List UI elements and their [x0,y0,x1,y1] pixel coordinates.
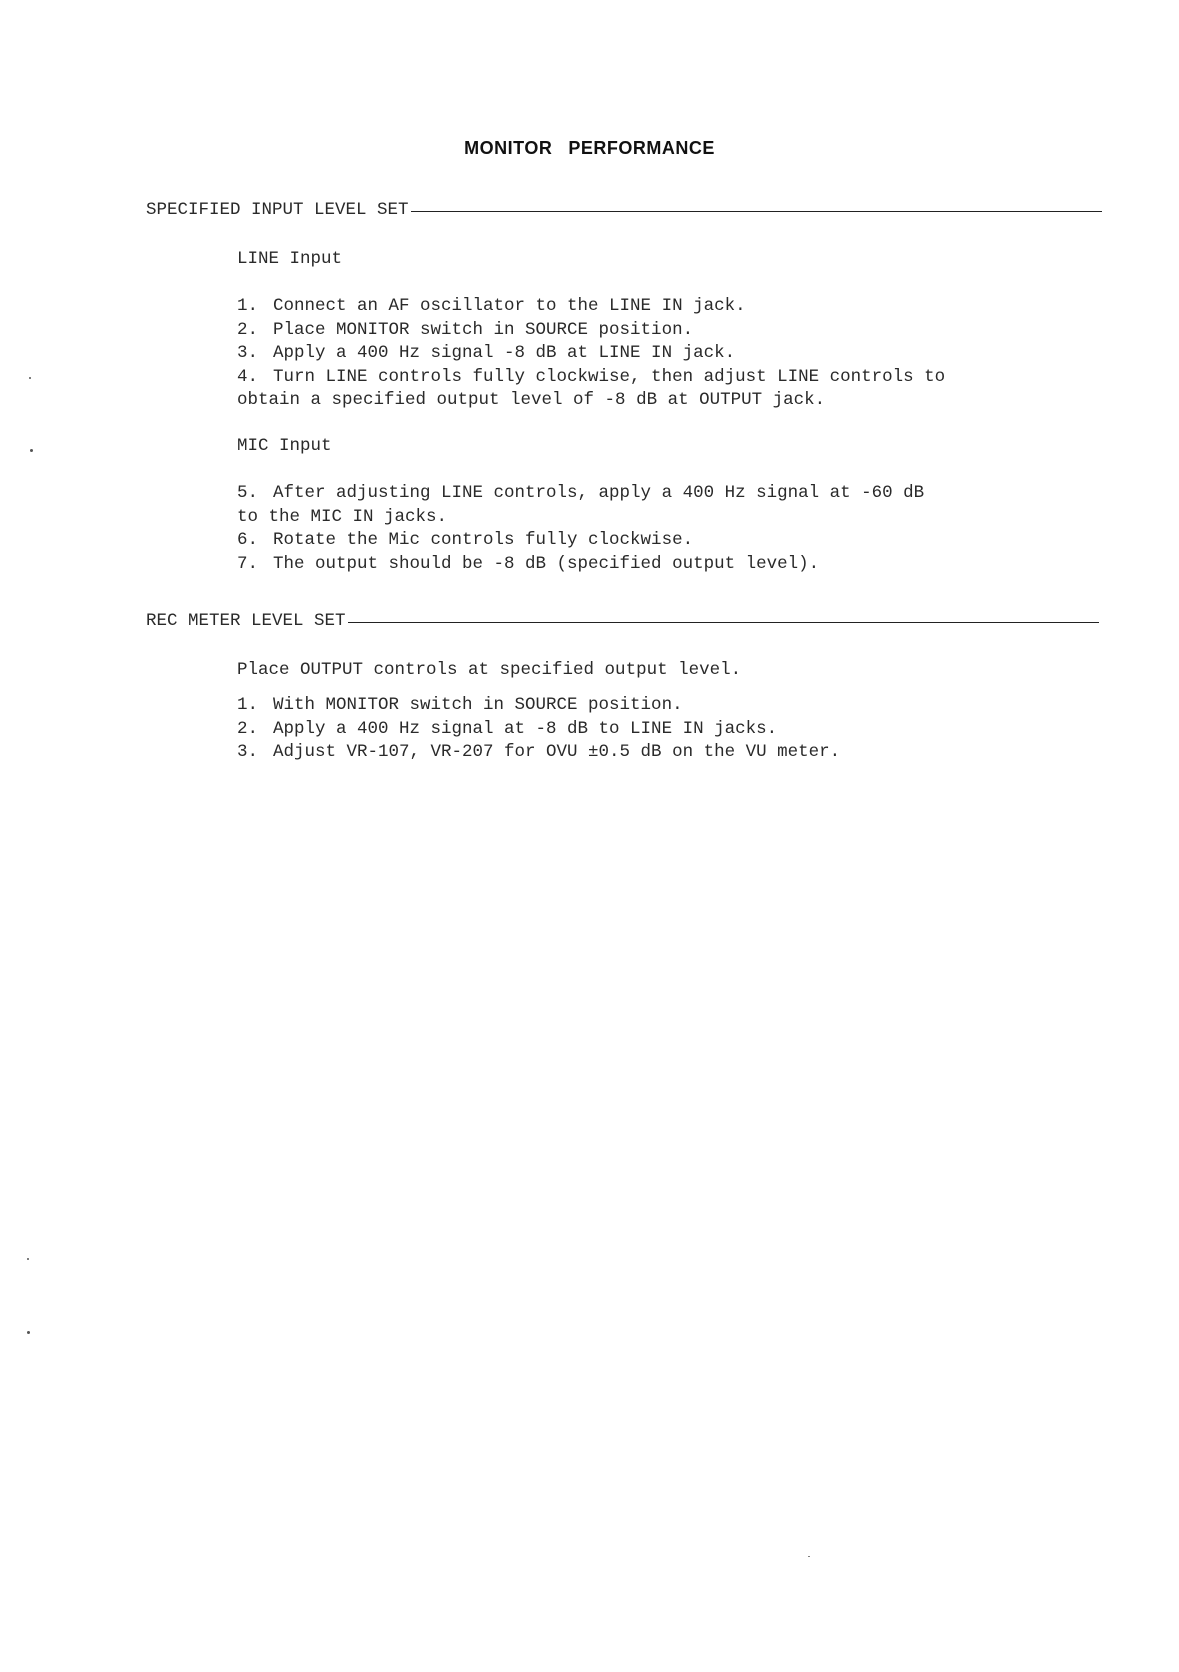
list-item [237,295,945,319]
subheading-line-input: LINE Input [237,249,343,269]
rec-meter-steps-list [237,694,840,765]
scan-speck [27,1331,30,1334]
list-item-number: 1. [237,695,259,715]
list-item-text: Apply a 400 Hz signal at -8 dB to LINE IN jacks. [273,718,778,739]
list-item [237,342,945,366]
list-item [237,741,840,765]
scan-speck [29,377,31,379]
list-item-text: Rotate the Mic controls fully clockwise. [273,530,694,550]
list-item [237,482,924,506]
list-item-text: After adjusting LINE controls, apply a 400 Hz signal at -60 dB [273,483,925,503]
list-item [237,694,840,718]
list-item [237,718,840,742]
section-heading-text: REC METER LEVEL SET [146,611,346,631]
scan-speck [27,1258,29,1260]
list-item-number: 7. [237,553,259,574]
list-item-number: 3. [237,742,259,762]
list-item-continuation: to the MIC IN jacks. [237,506,448,527]
title-word-2: PERFORMANCE [568,138,715,158]
page-title [0,138,1179,159]
line-input-steps-list [237,295,945,413]
list-item-number: 3. [237,343,259,363]
list-item-text: Apply a 400 Hz signal -8 dB at LINE IN jack. [273,343,736,363]
section-heading-specified-input-level-set [146,200,1102,220]
list-item-text: With MONITOR switch in SOURCE position. [273,695,683,715]
list-item-number: 6. [237,530,259,550]
list-item-number: 2. [237,718,259,739]
mic-input-steps-list [237,482,924,576]
section-heading-rec-meter-level-set [146,611,1099,631]
list-item [237,553,924,577]
title-word-1: MONITOR [464,138,553,158]
list-item-continuation: obtain a specified output level of -8 dB at OUTPUT jack. [237,390,826,410]
subheading-mic-input: MIC Input [237,436,332,456]
list-item-text: Connect an AF oscillator to the LINE IN jack. [273,296,746,316]
list-item-text: The output should be -8 dB (specified output level). [273,553,820,574]
section-heading-text: SPECIFIED INPUT LEVEL SET [146,200,409,220]
section-heading-rule [348,622,1099,623]
list-item-number: 2. [237,319,259,340]
list-item-number: 1. [237,296,259,316]
list-item [237,529,924,553]
list-item-text: Turn LINE controls fully clockwise, then adjust LINE controls to [273,366,946,387]
list-item-text: Place MONITOR switch in SOURCE position. [273,319,694,340]
list-item [237,366,945,390]
list-item [237,319,945,343]
scan-speck [30,449,33,452]
list-item-text: Adjust VR-107, VR-207 for OVU ±0.5 dB on the VU meter. [273,742,841,762]
list-item-number: 5. [237,483,259,503]
scan-speck [808,1556,810,1557]
list-item-number: 4. [237,366,259,387]
section-heading-rule [411,211,1102,212]
rec-meter-intro: Place OUTPUT controls at specified output level. [237,660,742,680]
